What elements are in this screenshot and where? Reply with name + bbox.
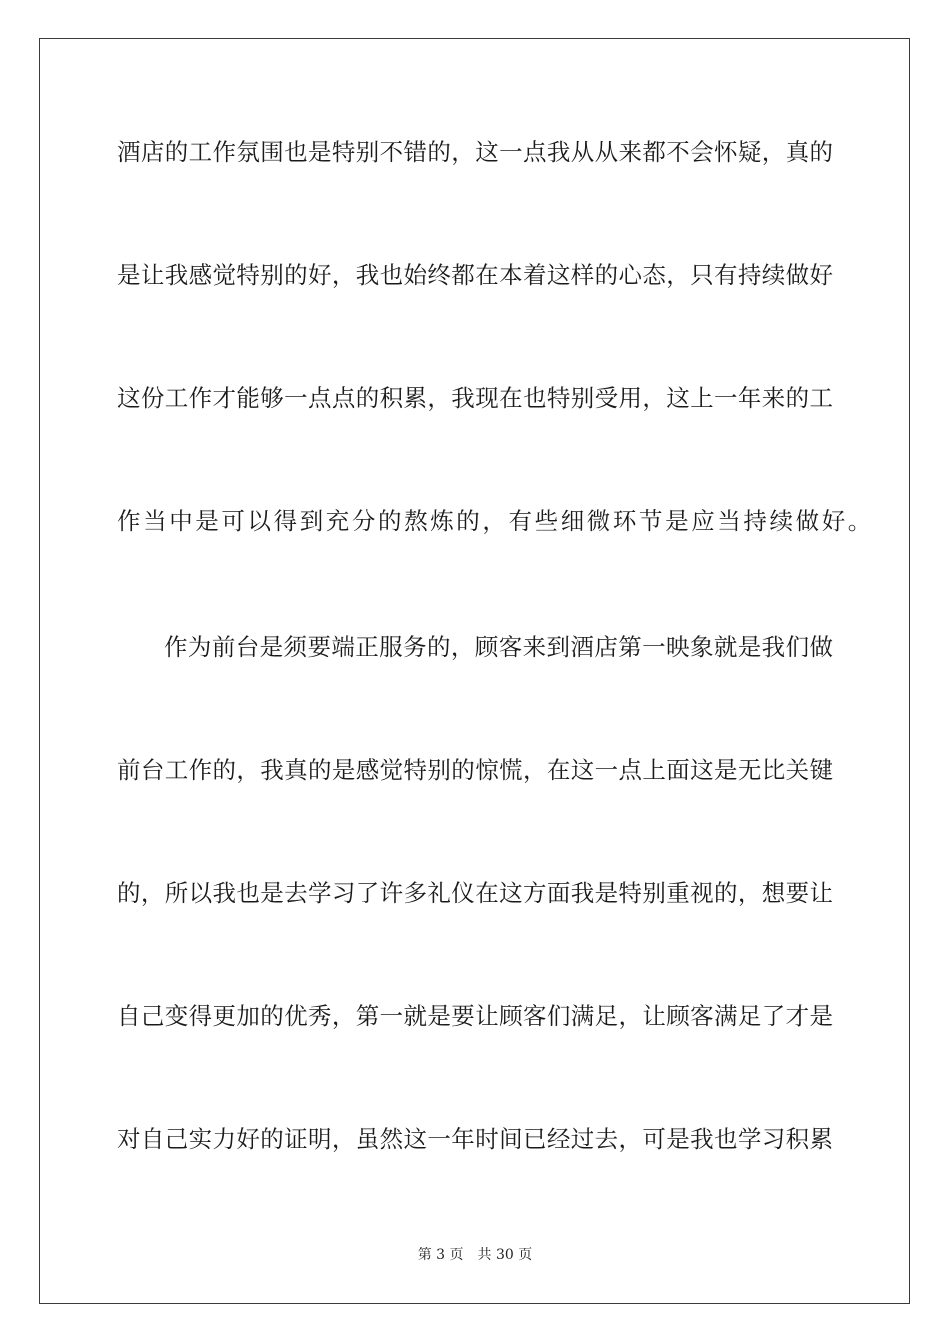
body-text-line: 前台工作的，我真的是感觉特别的惊慌，在这一点上面这是无比关键 [117, 756, 833, 784]
page-number: 第 3 页 [417, 1247, 464, 1263]
body-text-line: 酒店的工作氛围也是特别不错的，这一点我从从来都不会怀疑，真的 [117, 138, 833, 166]
body-text-line: 的，所以我也是去学习了许多礼仪在这方面我是特别重视的，想要让 [117, 879, 833, 907]
page-footer [0, 1245, 950, 1265]
body-text-line: 作当中是可以得到充分的熬炼的，有些细微环节是应当持续做好。 [117, 507, 874, 535]
total-pages: 共 30 页 [477, 1247, 533, 1263]
body-text-line: 是让我感觉特别的好，我也始终都在本着这样的心态，只有持续做好 [117, 261, 833, 289]
paragraph-first-line: 作为前台是须要端正服务的，顾客来到酒店第一映象就是我们做 [164, 633, 833, 661]
body-text-line: 这份工作才能够一点点的积累，我现在也特别受用，这上一年来的工 [117, 384, 833, 412]
body-text-line: 自己变得更加的优秀，第一就是要让顾客们满足，让顾客满足了才是 [117, 1002, 833, 1030]
page-border [39, 38, 910, 1304]
body-text-line: 对自己实力好的证明，虽然这一年时间已经过去，可是我也学习积累 [117, 1125, 833, 1153]
